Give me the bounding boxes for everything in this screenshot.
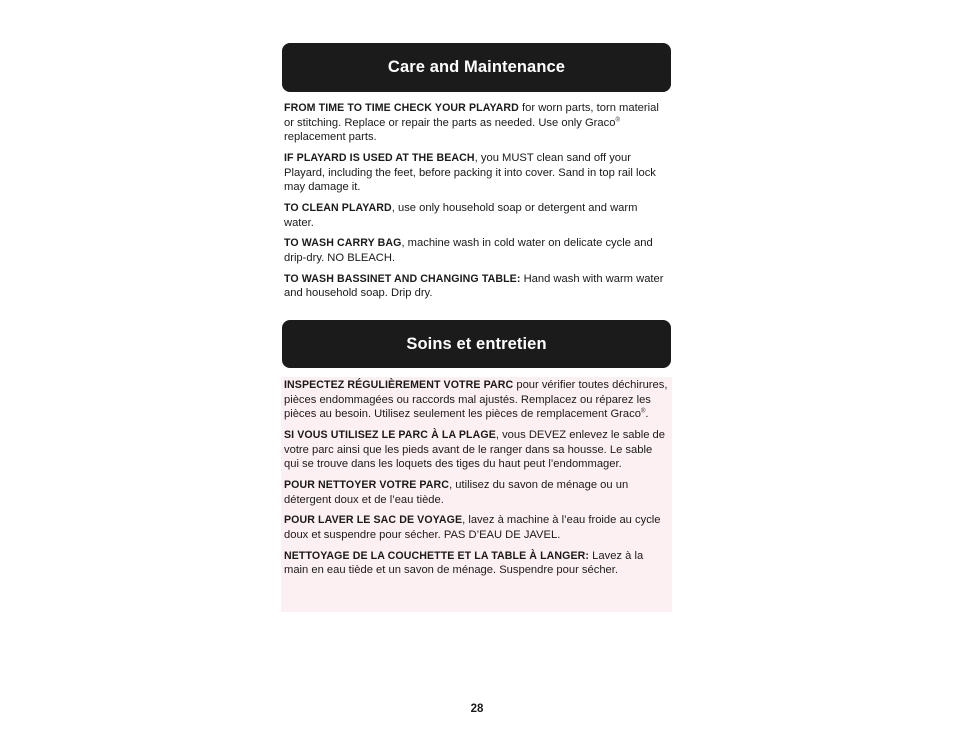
paragraph-sac: [284, 513, 669, 542]
french-instructions: [281, 377, 672, 612]
paragraph-check-playard: [284, 101, 669, 145]
registered-mark: ®: [640, 408, 646, 415]
body-text: pour vérifier toutes déchirures, pièces endommagées ou raccords mal ajustés. Remplacez ou réparez les pièces au besoin. Utilisez seulement les pièces de remplacement Graco: [284, 379, 668, 421]
paragraph-beach: [284, 151, 669, 195]
body-text: for worn parts, torn material or stitching. Replace or repair the parts as needed. Use only Graco: [284, 102, 659, 129]
lead-text: SI VOUS UTILISEZ LE PARC À LA PLAGE: [284, 428, 496, 441]
body-text: , utilisez du savon de ménage ou un détergent doux et de l’eau tiède.: [284, 478, 629, 506]
lead-text: INSPECTEZ RÉGULIÈREMENT VOTRE PARC: [284, 379, 514, 391]
lead-text: TO WASH CARRY BAG: [284, 237, 402, 250]
paragraph-couchette: [284, 549, 669, 578]
body-text-end: replacement parts.: [284, 131, 377, 144]
paragraph-inspectez: [284, 378, 669, 422]
paragraph-carry-bag: [284, 236, 669, 265]
body-text: Lavez à la main en eau tiède et un savon de ménage. Suspendre pour sécher.: [284, 549, 644, 577]
registered-mark: ®: [615, 116, 620, 123]
heading-soins-et-entretien: [282, 320, 671, 368]
lead-text: NETTOYAGE DE LA COUCHETTE ET LA TABLE À LANGER:: [284, 549, 590, 562]
lead-text: IF PLAYARD IS USED AT THE BEACH: [284, 151, 475, 164]
body-text: , machine wash in cold water on delicate cycle and drip-dry. NO BLEACH.: [284, 237, 653, 264]
heading-text: Care and Maintenance: [387, 58, 566, 76]
body-text: Hand wash with warm water and household soap. Drip dry.: [284, 272, 664, 300]
english-instructions: [281, 101, 672, 301]
page-number: 28: [470, 703, 484, 715]
paragraph-nettoyer: [284, 478, 669, 507]
body-text: , use only household soap or detergent and warm water.: [284, 201, 638, 229]
paragraph-bassinet: [284, 272, 669, 301]
lead-text: POUR LAVER LE SAC DE VOYAGE: [284, 514, 463, 527]
lead-text: FROM TIME TO TIME CHECK YOUR PLAYARD: [284, 102, 519, 114]
lead-text: POUR NETTOYER VOTRE PARC: [284, 478, 450, 491]
paragraph-plage: [284, 428, 669, 472]
body-text: , lavez à machine à l’eau froide au cycle doux et suspendre pour sécher. PAS D’EAU DE JAVEL.: [284, 514, 661, 541]
body-text: , vous DEVEZ enlevez le sable de votre parc ainsi que les pieds avant de le ranger dans sa housse. Le sable qui se trouve dans les loquets des tiges du haut peut l’endommager.: [284, 428, 666, 471]
lead-text: TO WASH BASSINET AND CHANGING TABLE:: [284, 272, 521, 285]
lead-text: TO CLEAN PLAYARD: [284, 201, 392, 214]
heading-care-and-maintenance: [282, 43, 671, 92]
body-text-end: .: [645, 408, 649, 421]
paragraph-clean-playard: [284, 201, 669, 230]
heading-text: Soins et entretien: [406, 334, 547, 353]
body-text: , you MUST clean sand off your Playard, including the feet, before packing it into cover. Sand in top rail lock may damage it.: [284, 151, 656, 194]
